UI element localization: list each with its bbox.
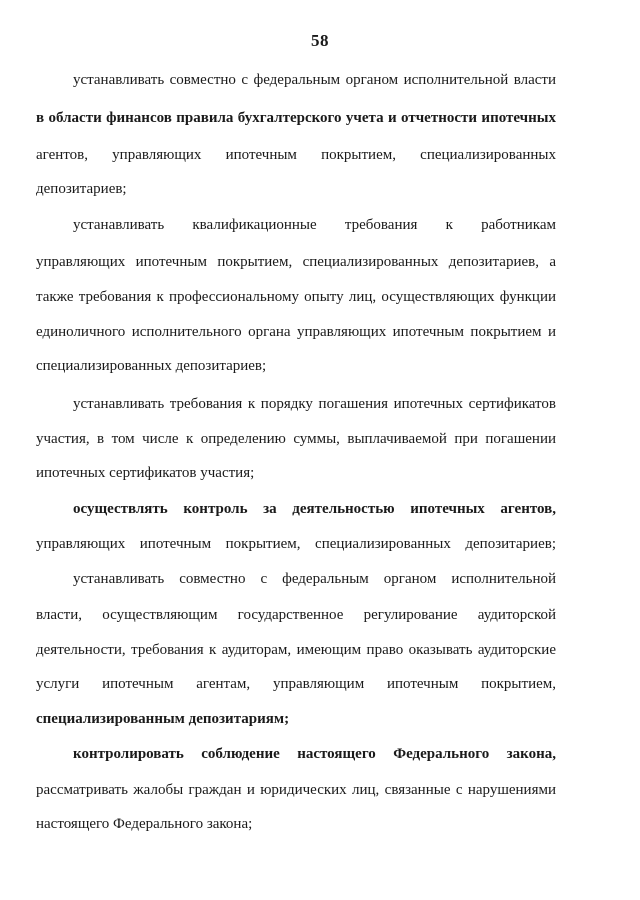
text-line: устанавливать совместно с федеральным органом исполнительной (73, 571, 556, 587)
text-line: устанавливать совместно с федеральным органом исполнительной власти (73, 72, 556, 88)
text-line: управляющих ипотечным покрытием, специализированных депозитариев, а (36, 254, 556, 270)
text-line: услуги ипотечным агентам, управляющим ипотечным покрытием, (36, 676, 556, 692)
text-line: единоличного исполнительного органа управляющих ипотечным покрытием и (36, 324, 556, 340)
text-line: настоящего Федерального закона; (36, 816, 253, 832)
text-line: также требования к профессиональному опыту лиц, осуществляющих функции (36, 289, 556, 305)
text-line: специализированных депозитариев; (36, 358, 267, 374)
page-number: 58 (311, 31, 329, 50)
text-line: рассматривать жалобы граждан и юридических лиц, связанные с нарушениями (36, 782, 556, 798)
text-line: специализированным депозитариям; (36, 711, 290, 727)
text-line: ипотечных сертификатов участия; (36, 465, 255, 481)
text-line: деятельности, требования к аудиторам, имеющим право оказывать аудиторские (36, 642, 556, 658)
text-line: участия, в том числе к определению суммы, выплачиваемой при погашении (36, 431, 556, 447)
text-line: контролировать соблюдение настоящего Федерального закона, (73, 746, 556, 762)
text-line: агентов, управляющих ипотечным покрытием, специализированных (36, 147, 556, 163)
text-line: устанавливать квалификационные требования к работникам (73, 217, 556, 233)
text-line: власти, осуществляющим государственное регулирование аудиторской (36, 607, 556, 623)
text-line: осуществлять контроль за деятельностью ипотечных агентов, (73, 501, 556, 517)
text-line: управляющих ипотечным покрытием, специализированных депозитариев; (36, 536, 556, 552)
text-line: депозитариев; (36, 181, 127, 197)
text-line: в области финансов правила бухгалтерского учета и отчетности ипотечных (36, 110, 556, 126)
text-line: устанавливать требования к порядку погашения ипотечных сертификатов (73, 396, 556, 412)
